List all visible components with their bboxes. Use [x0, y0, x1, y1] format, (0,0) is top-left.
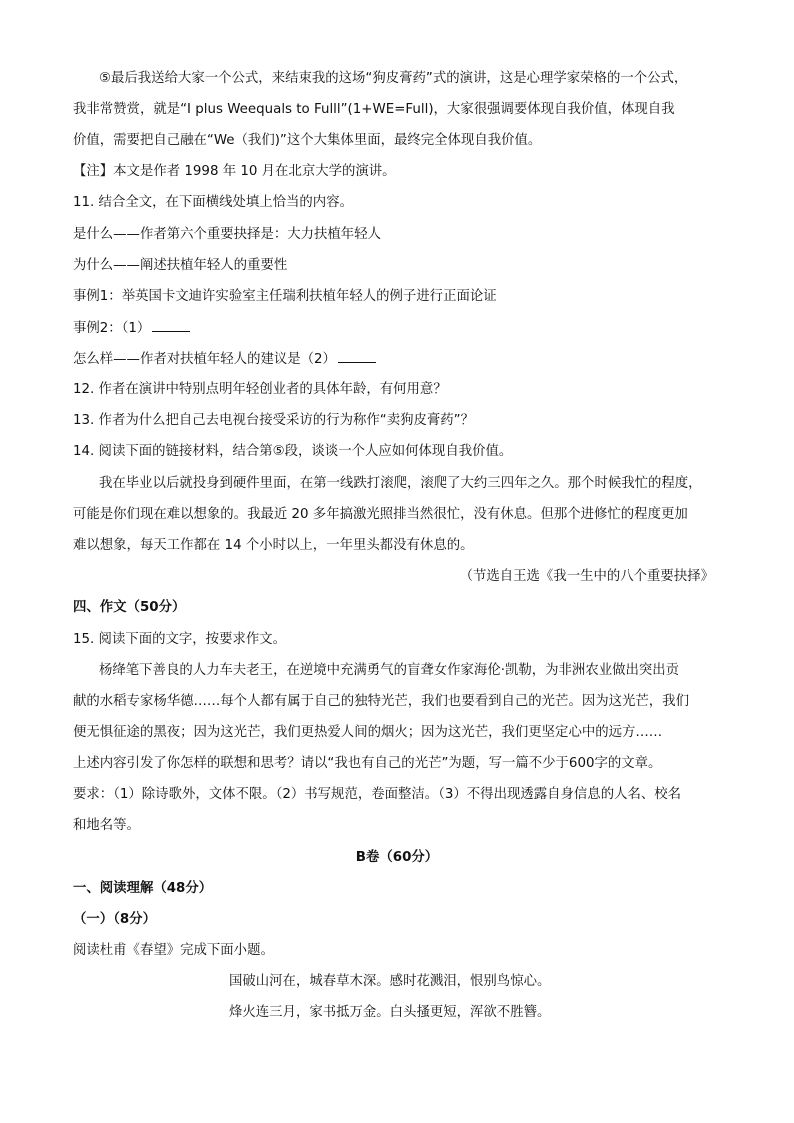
question-11-how — [73, 349, 376, 370]
answer-blank-1 — [152, 318, 190, 332]
requirements-line-1: 要求：（1）除诗歌外，文体不限。（2）书写规范，卷面整洁。（3）不得出现透露自身信息的人名、校名 — [73, 787, 682, 802]
question-13: 13. 作者为什么把自己去电视台接受采访的行为称作“卖狗皮膏药”？ — [73, 413, 474, 428]
section-heading-writing: 四、作文（50分） — [73, 600, 186, 615]
prompt-line-4: 上述内容引发了你怎样的联想和思考？请以“我也有自己的光芒”为题，写一篇不少于600字的文章。 — [73, 756, 662, 771]
section-heading-reading: 一、阅读理解（48分） — [73, 881, 213, 896]
paragraph-5-line-1: ⑤最后我送给大家一个公式，来结束我的这场“狗皮膏药”式的演讲，这是心理学家荣格的一个公式， — [99, 71, 688, 86]
example-2-label: 事例2：（1） — [73, 321, 151, 336]
requirements-line-2: 和地名等。 — [73, 818, 140, 833]
link-material-line-2: 可能是你们现在难以想象的。我最近 20 多年搞激光照排当然很忙，没有休息。但那个进修忙的程度更加 — [73, 507, 688, 522]
question-11-example-2 — [73, 318, 190, 339]
source-citation: （节选自王选《我一生中的八个重要抉择》 — [459, 569, 714, 584]
answer-blank-2 — [338, 349, 376, 363]
volume-b-heading: B卷（60分） — [355, 850, 439, 865]
question-11-what: 是什么——作者第六个重要抉择是：大力扶植年轻人 — [73, 227, 381, 242]
prompt-line-1: 杨绛笔下善良的人力车夫老王，在逆境中充满勇气的盲聋女作家海伦·凯勒，为非洲农业做出突出贡 — [99, 663, 680, 678]
poem-instruction: 阅读杜甫《春望》完成下面小题。 — [73, 943, 274, 958]
question-14: 14. 阅读下面的链接材料，结合第⑤段，谈谈一个人应如何体现自我价值。 — [73, 444, 513, 459]
link-material-line-3: 难以想象，每天工作都在 14 个小时以上，一年里头都没有休息的。 — [73, 538, 474, 553]
paragraph-5-line-3: 价值，需要把自己融在“We（我们)”这个大集体里面，最终完全体现自我价值。 — [73, 133, 542, 148]
prompt-line-2: 献的水稻专家杨华德……每个人都有属于自己的独特光芒，我们也要看到自己的光芒。因为这光芒，我们 — [73, 694, 689, 709]
subsection-heading: （一）（8分） — [73, 912, 156, 927]
link-material-line-1: 我在毕业以后就投身到硬件里面，在第一线跌打滚爬，滚爬了大约三四年之久。那个时候我忙的程度， — [99, 476, 702, 491]
question-12: 12. 作者在演讲中特别点明年轻创业者的具体年龄，有何用意？ — [73, 382, 447, 397]
question-11-why: 为什么——阐述扶植年轻人的重要性 — [73, 258, 288, 273]
poem-line-2: 烽火连三月，家书抵万金。白头搔更短，浑欲不胜簪。 — [229, 1005, 551, 1020]
question-11: 11. 结合全文，在下面横线处填上恰当的内容。 — [73, 195, 353, 210]
paragraph-5-line-2: 我非常赞赏，就是“I plus Weequals to Fulll”(1+WE=Full)，大家很强调要体现自我价值，体现自我 — [73, 102, 675, 117]
question-15: 15. 阅读下面的文字，按要求作文。 — [73, 632, 287, 647]
poem-line-1: 国破山河在，城春草木深。感时花溅泪，恨别鸟惊心。 — [229, 974, 551, 989]
how-label: 怎么样——作者对扶植年轻人的建议是（2） — [73, 352, 336, 367]
prompt-line-3: 便无惧征途的黑夜；因为这光芒，我们更热爱人间的烟火；因为这光芒，我们更坚定心中的远方…… — [73, 725, 663, 740]
question-11-example-1: 事例1：举英国卡文迪许实验室主任瑞利扶植年轻人的例子进行正面论证 — [73, 289, 497, 304]
note-line: 【注】本文是作者 1998 年 10 月在北京大学的演讲。 — [73, 164, 396, 179]
